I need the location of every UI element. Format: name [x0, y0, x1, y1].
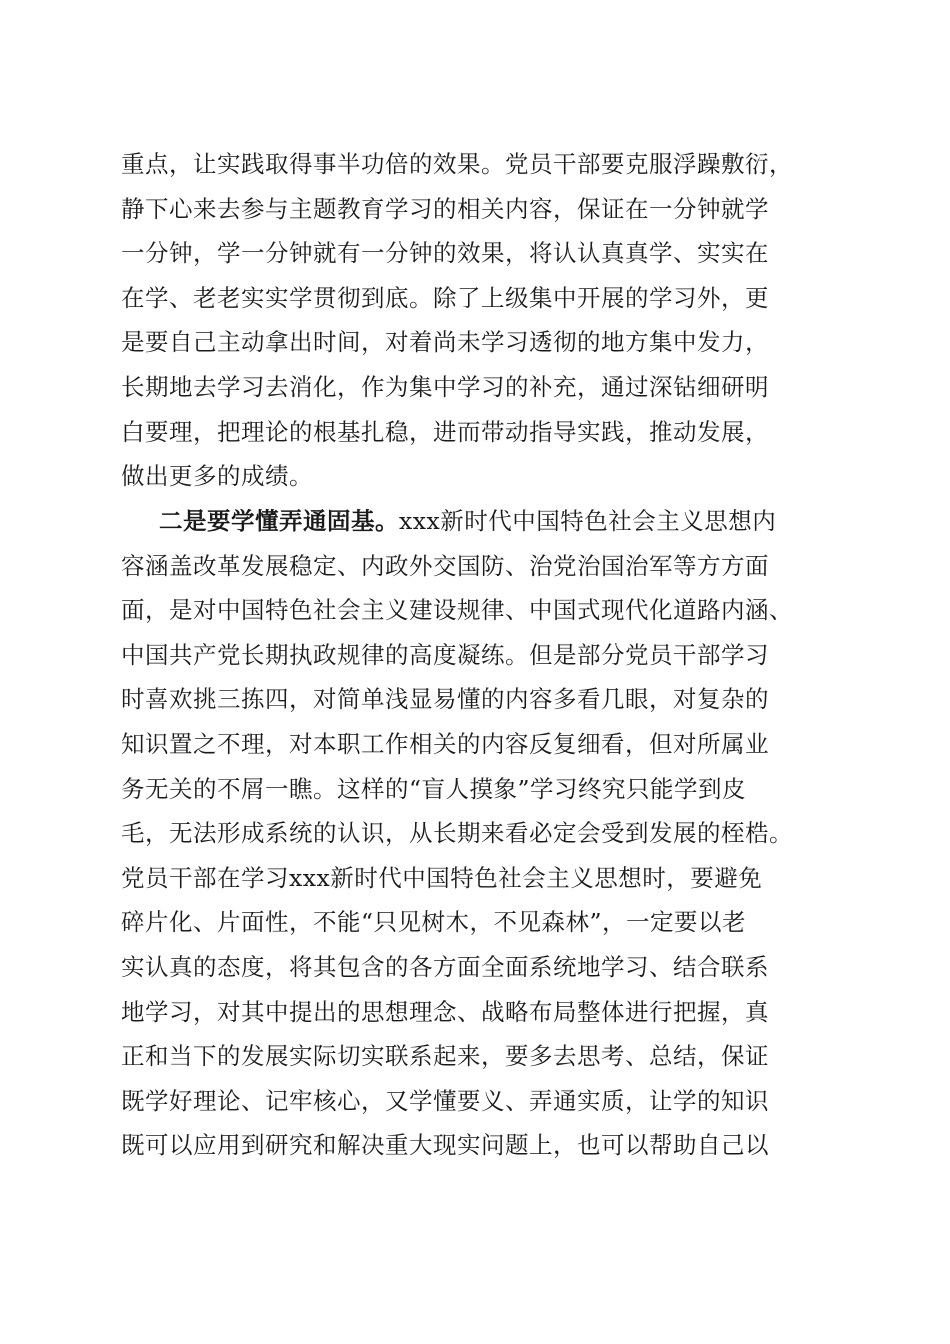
paragraph-line: 实认真的态度，将其包含的各方面全面系统地学习、结合联系 [121, 952, 769, 981]
paragraph-line: 中国共产党长期执政规律的高度凝练。但是部分党员干部学习 [121, 640, 769, 669]
paragraph-2 [121, 499, 841, 1168]
paragraph-line: 面，是对中国特色社会主义建设规律、中国式现代化道路内涵、 [121, 596, 793, 625]
paragraph-line-rest: xxx新时代中国特色社会主义思想内 [399, 507, 777, 535]
paragraph-line: 既学好理论、记牢核心，又学懂要义、弄通实质，让学的知识 [121, 1086, 769, 1115]
paragraph-line: 务无关的不屑一瞧。这样的“盲人摸象”学习终究只能学到皮 [121, 774, 747, 803]
paragraph-line: 党员干部在学习xxx新时代中国特色社会主义思想时，要避免 [121, 863, 763, 892]
paragraph-1 [121, 142, 841, 499]
paragraph-line: 时喜欢挑三拣四，对简单浅显易懂的内容多看几眼，对复杂的 [121, 685, 769, 714]
paragraph-line: 重点，让实践取得事半功倍的效果。党员干部要克服浮躁敷衍， [121, 150, 793, 178]
paragraph-line: 静下心来去参与主题教育学习的相关内容，保证在一分钟就学 [121, 194, 769, 223]
paragraph-line: 容涵盖改革发展稳定、内政外交国防、治党治国治军等方方面 [121, 551, 769, 580]
paragraph-line: 碎片化、片面性，不能“只见树木，不见森林”，一定要以老 [121, 908, 747, 937]
paragraph-line: 正和当下的发展实际切实联系起来，要多去思考、总结，保证 [121, 1042, 769, 1071]
paragraph-line: 毛，无法形成系统的认识，从长期来看必定会受到发展的桎梏。 [121, 819, 793, 848]
paragraph-line: 白要理，把理论的根基扎稳，进而带动指导实践，推动发展， [121, 417, 769, 446]
paragraph-line: 既可以应用到研究和解决重大现实问题上，也可以帮助自己以 [121, 1131, 769, 1160]
paragraph-line: 一分钟，学一分钟就有一分钟的效果，将认认真真学、实实在 [121, 239, 769, 268]
paragraph-line: 知识置之不理，对本职工作相关的内容反复细看，但对所属业 [121, 729, 769, 758]
paragraph-line: 是要自己主动拿出时间，对着尚未学习透彻的地方集中发力， [121, 328, 769, 357]
paragraph-line: 长期地去学习去消化，作为集中学习的补充，通过深钻细研明 [121, 372, 769, 401]
section-heading: 二是要学懂弄通固基。 [159, 507, 399, 535]
paragraph-line: 地学习，对其中提出的思想理念、战略布局整体进行把握，真 [121, 997, 769, 1026]
paragraph-line: 做出更多的成绩。 [121, 462, 313, 491]
paragraph-first-line [121, 499, 841, 544]
paragraph-line: 在学、老老实实学贯彻到底。除了上级集中开展的学习外，更 [121, 283, 769, 312]
